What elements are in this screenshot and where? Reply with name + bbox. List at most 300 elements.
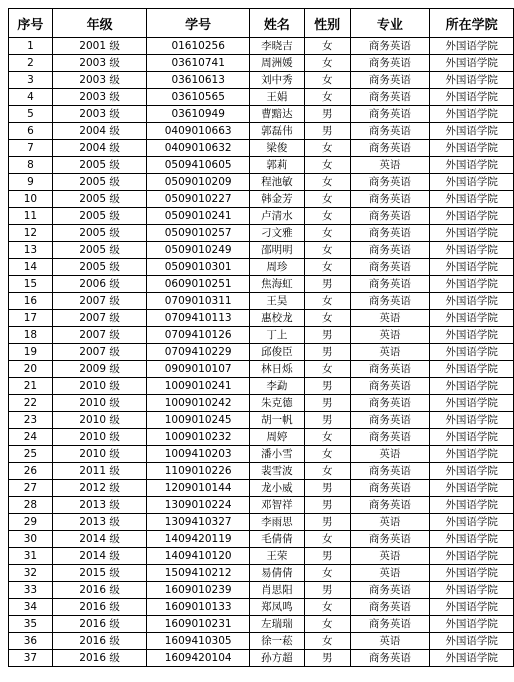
cell-grade: 2014 级: [52, 548, 147, 565]
cell-name: 郑凤鸣: [250, 599, 305, 616]
table-row: [9, 514, 514, 531]
cell-index: 28: [9, 497, 53, 514]
cell-index: 4: [9, 89, 53, 106]
cell-student-id: 0709410229: [147, 344, 250, 361]
cell-index: 8: [9, 157, 53, 174]
cell-college: 外国语学院: [430, 446, 514, 463]
cell-student-id: 1609010133: [147, 599, 250, 616]
cell-grade: 2016 级: [52, 582, 147, 599]
cell-gender: 女: [304, 208, 350, 225]
cell-college: 外国语学院: [430, 378, 514, 395]
cell-name: 李雨思: [250, 514, 305, 531]
cell-name: 王娟: [250, 89, 305, 106]
cell-college: 外国语学院: [430, 361, 514, 378]
cell-gender: 女: [304, 242, 350, 259]
cell-grade: 2005 级: [52, 225, 147, 242]
cell-gender: 女: [304, 361, 350, 378]
cell-college: 外国语学院: [430, 429, 514, 446]
cell-name: 焦海虹: [250, 276, 305, 293]
cell-grade: 2016 级: [52, 650, 147, 667]
cell-index: 3: [9, 72, 53, 89]
cell-grade: 2004 级: [52, 123, 147, 140]
cell-major: 商务英语: [350, 55, 430, 72]
cell-index: 35: [9, 616, 53, 633]
cell-grade: 2010 级: [52, 446, 147, 463]
cell-gender: 女: [304, 157, 350, 174]
cell-student-id: 1609010231: [147, 616, 250, 633]
cell-major: 商务英语: [350, 599, 430, 616]
cell-college: 外国语学院: [430, 463, 514, 480]
cell-grade: 2001 级: [52, 38, 147, 55]
cell-grade: 2003 级: [52, 72, 147, 89]
header-student-id: 学号: [147, 9, 250, 38]
cell-gender: 男: [304, 395, 350, 412]
cell-student-id: 0909010107: [147, 361, 250, 378]
cell-major: 商务英语: [350, 140, 430, 157]
cell-major: 商务英语: [350, 191, 430, 208]
header-row: [9, 9, 514, 38]
table-row: [9, 242, 514, 259]
cell-index: 22: [9, 395, 53, 412]
cell-gender: 男: [304, 650, 350, 667]
cell-major: 商务英语: [350, 531, 430, 548]
cell-college: 外国语学院: [430, 174, 514, 191]
cell-gender: 女: [304, 38, 350, 55]
table-row: [9, 106, 514, 123]
cell-index: 31: [9, 548, 53, 565]
cell-grade: 2010 级: [52, 429, 147, 446]
cell-gender: 女: [304, 293, 350, 310]
cell-name: 周洲媛: [250, 55, 305, 72]
cell-name: 裴雪波: [250, 463, 305, 480]
cell-college: 外国语学院: [430, 531, 514, 548]
header-college: 所在学院: [430, 9, 514, 38]
cell-major: 商务英语: [350, 582, 430, 599]
cell-major: 商务英语: [350, 616, 430, 633]
cell-college: 外国语学院: [430, 514, 514, 531]
cell-name: 李晓吉: [250, 38, 305, 55]
cell-major: 英语: [350, 514, 430, 531]
cell-grade: 2003 级: [52, 89, 147, 106]
cell-college: 外国语学院: [430, 582, 514, 599]
table-row: [9, 327, 514, 344]
table-row: [9, 480, 514, 497]
cell-student-id: 0509010209: [147, 174, 250, 191]
cell-index: 12: [9, 225, 53, 242]
cell-index: 6: [9, 123, 53, 140]
cell-index: 36: [9, 633, 53, 650]
table-row: [9, 378, 514, 395]
cell-college: 外国语学院: [430, 344, 514, 361]
student-table: [8, 8, 514, 667]
cell-college: 外国语学院: [430, 565, 514, 582]
cell-index: 20: [9, 361, 53, 378]
table-row: [9, 208, 514, 225]
cell-gender: 女: [304, 89, 350, 106]
cell-grade: 2011 级: [52, 463, 147, 480]
cell-major: 英语: [350, 633, 430, 650]
cell-index: 10: [9, 191, 53, 208]
cell-college: 外国语学院: [430, 293, 514, 310]
cell-gender: 女: [304, 55, 350, 72]
cell-gender: 女: [304, 191, 350, 208]
cell-grade: 2003 级: [52, 106, 147, 123]
cell-grade: 2007 级: [52, 293, 147, 310]
cell-college: 外国语学院: [430, 633, 514, 650]
cell-college: 外国语学院: [430, 89, 514, 106]
cell-name: 卢清水: [250, 208, 305, 225]
cell-major: 商务英语: [350, 293, 430, 310]
cell-name: 胡一帆: [250, 412, 305, 429]
cell-college: 外国语学院: [430, 157, 514, 174]
cell-college: 外国语学院: [430, 497, 514, 514]
cell-student-id: 0509010249: [147, 242, 250, 259]
cell-name: 邵明明: [250, 242, 305, 259]
cell-gender: 女: [304, 259, 350, 276]
cell-index: 24: [9, 429, 53, 446]
cell-college: 外国语学院: [430, 38, 514, 55]
table-row: [9, 310, 514, 327]
table-row: [9, 463, 514, 480]
cell-name: 潘小雪: [250, 446, 305, 463]
cell-student-id: 0609010251: [147, 276, 250, 293]
cell-name: 丁上: [250, 327, 305, 344]
table-row: [9, 429, 514, 446]
cell-gender: 男: [304, 327, 350, 344]
cell-gender: 男: [304, 344, 350, 361]
cell-major: 商务英语: [350, 361, 430, 378]
cell-name: 孙方超: [250, 650, 305, 667]
cell-index: 1: [9, 38, 53, 55]
cell-grade: 2010 级: [52, 378, 147, 395]
table-row: [9, 395, 514, 412]
cell-grade: 2016 级: [52, 599, 147, 616]
cell-gender: 女: [304, 225, 350, 242]
cell-name: 李勐: [250, 378, 305, 395]
table-row: [9, 446, 514, 463]
cell-index: 33: [9, 582, 53, 599]
cell-grade: 2013 级: [52, 497, 147, 514]
cell-name: 易倩倩: [250, 565, 305, 582]
cell-index: 5: [9, 106, 53, 123]
cell-major: 英语: [350, 548, 430, 565]
cell-gender: 女: [304, 72, 350, 89]
cell-major: 英语: [350, 327, 430, 344]
cell-gender: 女: [304, 531, 350, 548]
table-row: [9, 599, 514, 616]
cell-gender: 女: [304, 616, 350, 633]
cell-index: 13: [9, 242, 53, 259]
cell-grade: 2005 级: [52, 174, 147, 191]
cell-grade: 2016 级: [52, 616, 147, 633]
cell-student-id: 1309010224: [147, 497, 250, 514]
table-row: [9, 616, 514, 633]
cell-college: 外国语学院: [430, 191, 514, 208]
cell-name: 龙小威: [250, 480, 305, 497]
cell-student-id: 1409420119: [147, 531, 250, 548]
cell-name: 惠校龙: [250, 310, 305, 327]
cell-student-id: 01610256: [147, 38, 250, 55]
cell-student-id: 0709410126: [147, 327, 250, 344]
cell-major: 商务英语: [350, 38, 430, 55]
cell-college: 外国语学院: [430, 106, 514, 123]
cell-name: 郭莉: [250, 157, 305, 174]
cell-name: 肖思阳: [250, 582, 305, 599]
student-list-sheet: [8, 8, 514, 667]
cell-name: 刁文雅: [250, 225, 305, 242]
cell-major: 商务英语: [350, 395, 430, 412]
cell-index: 23: [9, 412, 53, 429]
cell-index: 30: [9, 531, 53, 548]
cell-major: 商务英语: [350, 242, 430, 259]
cell-gender: 男: [304, 378, 350, 395]
cell-name: 周珍: [250, 259, 305, 276]
cell-student-id: 1009010232: [147, 429, 250, 446]
cell-grade: 2016 级: [52, 633, 147, 650]
cell-major: 商务英语: [350, 259, 430, 276]
cell-college: 外国语学院: [430, 616, 514, 633]
cell-college: 外国语学院: [430, 395, 514, 412]
cell-gender: 女: [304, 599, 350, 616]
table-row: [9, 191, 514, 208]
cell-name: 周婷: [250, 429, 305, 446]
table-row: [9, 548, 514, 565]
cell-major: 商务英语: [350, 72, 430, 89]
cell-student-id: 1009010241: [147, 378, 250, 395]
cell-student-id: 1009010245: [147, 412, 250, 429]
cell-student-id: 1609010239: [147, 582, 250, 599]
table-row: [9, 531, 514, 548]
cell-gender: 女: [304, 310, 350, 327]
cell-name: 王昊: [250, 293, 305, 310]
cell-student-id: 1009010242: [147, 395, 250, 412]
cell-major: 英语: [350, 565, 430, 582]
cell-student-id: 0509010227: [147, 191, 250, 208]
table-row: [9, 361, 514, 378]
cell-grade: 2009 级: [52, 361, 147, 378]
cell-name: 朱克德: [250, 395, 305, 412]
cell-major: 商务英语: [350, 89, 430, 106]
cell-major: 商务英语: [350, 463, 430, 480]
cell-name: 邱俊臣: [250, 344, 305, 361]
cell-grade: 2007 级: [52, 344, 147, 361]
cell-grade: 2010 级: [52, 412, 147, 429]
cell-grade: 2015 级: [52, 565, 147, 582]
header-major: 专业: [350, 9, 430, 38]
cell-grade: 2012 级: [52, 480, 147, 497]
cell-college: 外国语学院: [430, 55, 514, 72]
cell-name: 徐一菘: [250, 633, 305, 650]
cell-college: 外国语学院: [430, 123, 514, 140]
cell-index: 17: [9, 310, 53, 327]
cell-student-id: 1109010226: [147, 463, 250, 480]
cell-index: 26: [9, 463, 53, 480]
cell-grade: 2005 级: [52, 208, 147, 225]
table-row: [9, 633, 514, 650]
cell-college: 外国语学院: [430, 548, 514, 565]
cell-gender: 男: [304, 480, 350, 497]
cell-college: 外国语学院: [430, 72, 514, 89]
cell-index: 7: [9, 140, 53, 157]
cell-major: 商务英语: [350, 480, 430, 497]
cell-index: 16: [9, 293, 53, 310]
table-row: [9, 38, 514, 55]
cell-grade: 2005 级: [52, 259, 147, 276]
cell-grade: 2010 级: [52, 395, 147, 412]
cell-major: 英语: [350, 157, 430, 174]
cell-student-id: 1609420104: [147, 650, 250, 667]
cell-index: 29: [9, 514, 53, 531]
cell-gender: 女: [304, 565, 350, 582]
table-row: [9, 55, 514, 72]
cell-college: 外国语学院: [430, 225, 514, 242]
table-row: [9, 174, 514, 191]
cell-index: 27: [9, 480, 53, 497]
table-row: [9, 650, 514, 667]
cell-student-id: 03610613: [147, 72, 250, 89]
cell-index: 9: [9, 174, 53, 191]
cell-student-id: 0509410605: [147, 157, 250, 174]
cell-college: 外国语学院: [430, 480, 514, 497]
cell-index: 2: [9, 55, 53, 72]
table-row: [9, 89, 514, 106]
cell-student-id: 0409010632: [147, 140, 250, 157]
cell-name: 刘中秀: [250, 72, 305, 89]
cell-college: 外国语学院: [430, 208, 514, 225]
cell-gender: 男: [304, 106, 350, 123]
cell-student-id: 03610565: [147, 89, 250, 106]
cell-grade: 2006 级: [52, 276, 147, 293]
cell-gender: 男: [304, 412, 350, 429]
cell-name: 郭磊伟: [250, 123, 305, 140]
header-grade: 年级: [52, 9, 147, 38]
cell-gender: 男: [304, 548, 350, 565]
cell-index: 15: [9, 276, 53, 293]
cell-student-id: 03610741: [147, 55, 250, 72]
cell-name: 程池敏: [250, 174, 305, 191]
cell-name: 韩金芳: [250, 191, 305, 208]
cell-index: 32: [9, 565, 53, 582]
header-name: 姓名: [250, 9, 305, 38]
cell-major: 商务英语: [350, 106, 430, 123]
cell-student-id: 0509010257: [147, 225, 250, 242]
cell-index: 21: [9, 378, 53, 395]
cell-grade: 2007 级: [52, 310, 147, 327]
cell-gender: 女: [304, 140, 350, 157]
cell-grade: 2005 级: [52, 242, 147, 259]
cell-name: 林日烁: [250, 361, 305, 378]
cell-gender: 男: [304, 276, 350, 293]
cell-name: 毛倩倩: [250, 531, 305, 548]
cell-index: 14: [9, 259, 53, 276]
cell-major: 商务英语: [350, 276, 430, 293]
table-row: [9, 157, 514, 174]
cell-student-id: 0509010241: [147, 208, 250, 225]
table-row: [9, 72, 514, 89]
cell-gender: 女: [304, 174, 350, 191]
table-row: [9, 123, 514, 140]
cell-name: 梁俊: [250, 140, 305, 157]
cell-gender: 女: [304, 633, 350, 650]
cell-major: 商务英语: [350, 412, 430, 429]
cell-student-id: 1409410120: [147, 548, 250, 565]
cell-name: 王荣: [250, 548, 305, 565]
cell-college: 外国语学院: [430, 140, 514, 157]
header-index: 序号: [9, 9, 53, 38]
cell-student-id: 0709410113: [147, 310, 250, 327]
cell-grade: 2005 级: [52, 191, 147, 208]
cell-college: 外国语学院: [430, 276, 514, 293]
cell-major: 商务英语: [350, 497, 430, 514]
cell-grade: 2013 级: [52, 514, 147, 531]
table-row: [9, 565, 514, 582]
table-row: [9, 225, 514, 242]
cell-index: 18: [9, 327, 53, 344]
cell-index: 19: [9, 344, 53, 361]
cell-major: 商务英语: [350, 208, 430, 225]
cell-student-id: 1009410203: [147, 446, 250, 463]
cell-grade: 2004 级: [52, 140, 147, 157]
cell-grade: 2007 级: [52, 327, 147, 344]
cell-major: 英语: [350, 310, 430, 327]
cell-student-id: 1309410327: [147, 514, 250, 531]
cell-student-id: 1609410305: [147, 633, 250, 650]
cell-major: 英语: [350, 446, 430, 463]
cell-major: 商务英语: [350, 429, 430, 446]
cell-name: 曹黯达: [250, 106, 305, 123]
cell-gender: 男: [304, 514, 350, 531]
table-row: [9, 412, 514, 429]
table-row: [9, 582, 514, 599]
cell-major: 商务英语: [350, 225, 430, 242]
cell-gender: 女: [304, 463, 350, 480]
cell-student-id: 0409010663: [147, 123, 250, 140]
cell-college: 外国语学院: [430, 310, 514, 327]
cell-college: 外国语学院: [430, 242, 514, 259]
table-row: [9, 259, 514, 276]
cell-gender: 男: [304, 497, 350, 514]
table-row: [9, 497, 514, 514]
table-row: [9, 293, 514, 310]
cell-gender: 男: [304, 123, 350, 140]
cell-index: 34: [9, 599, 53, 616]
cell-student-id: 0509010301: [147, 259, 250, 276]
cell-student-id: 0709010311: [147, 293, 250, 310]
cell-college: 外国语学院: [430, 327, 514, 344]
cell-student-id: 1209010144: [147, 480, 250, 497]
cell-index: 11: [9, 208, 53, 225]
cell-index: 37: [9, 650, 53, 667]
table-row: [9, 140, 514, 157]
cell-gender: 女: [304, 429, 350, 446]
cell-college: 外国语学院: [430, 650, 514, 667]
table-row: [9, 276, 514, 293]
cell-college: 外国语学院: [430, 412, 514, 429]
cell-grade: 2005 级: [52, 157, 147, 174]
cell-major: 商务英语: [350, 174, 430, 191]
cell-major: 商务英语: [350, 650, 430, 667]
cell-index: 25: [9, 446, 53, 463]
cell-college: 外国语学院: [430, 259, 514, 276]
cell-grade: 2003 级: [52, 55, 147, 72]
cell-major: 商务英语: [350, 123, 430, 140]
cell-student-id: 03610949: [147, 106, 250, 123]
table-row: [9, 344, 514, 361]
cell-name: 左瑞瑞: [250, 616, 305, 633]
cell-gender: 男: [304, 582, 350, 599]
cell-major: 英语: [350, 344, 430, 361]
cell-major: 商务英语: [350, 378, 430, 395]
